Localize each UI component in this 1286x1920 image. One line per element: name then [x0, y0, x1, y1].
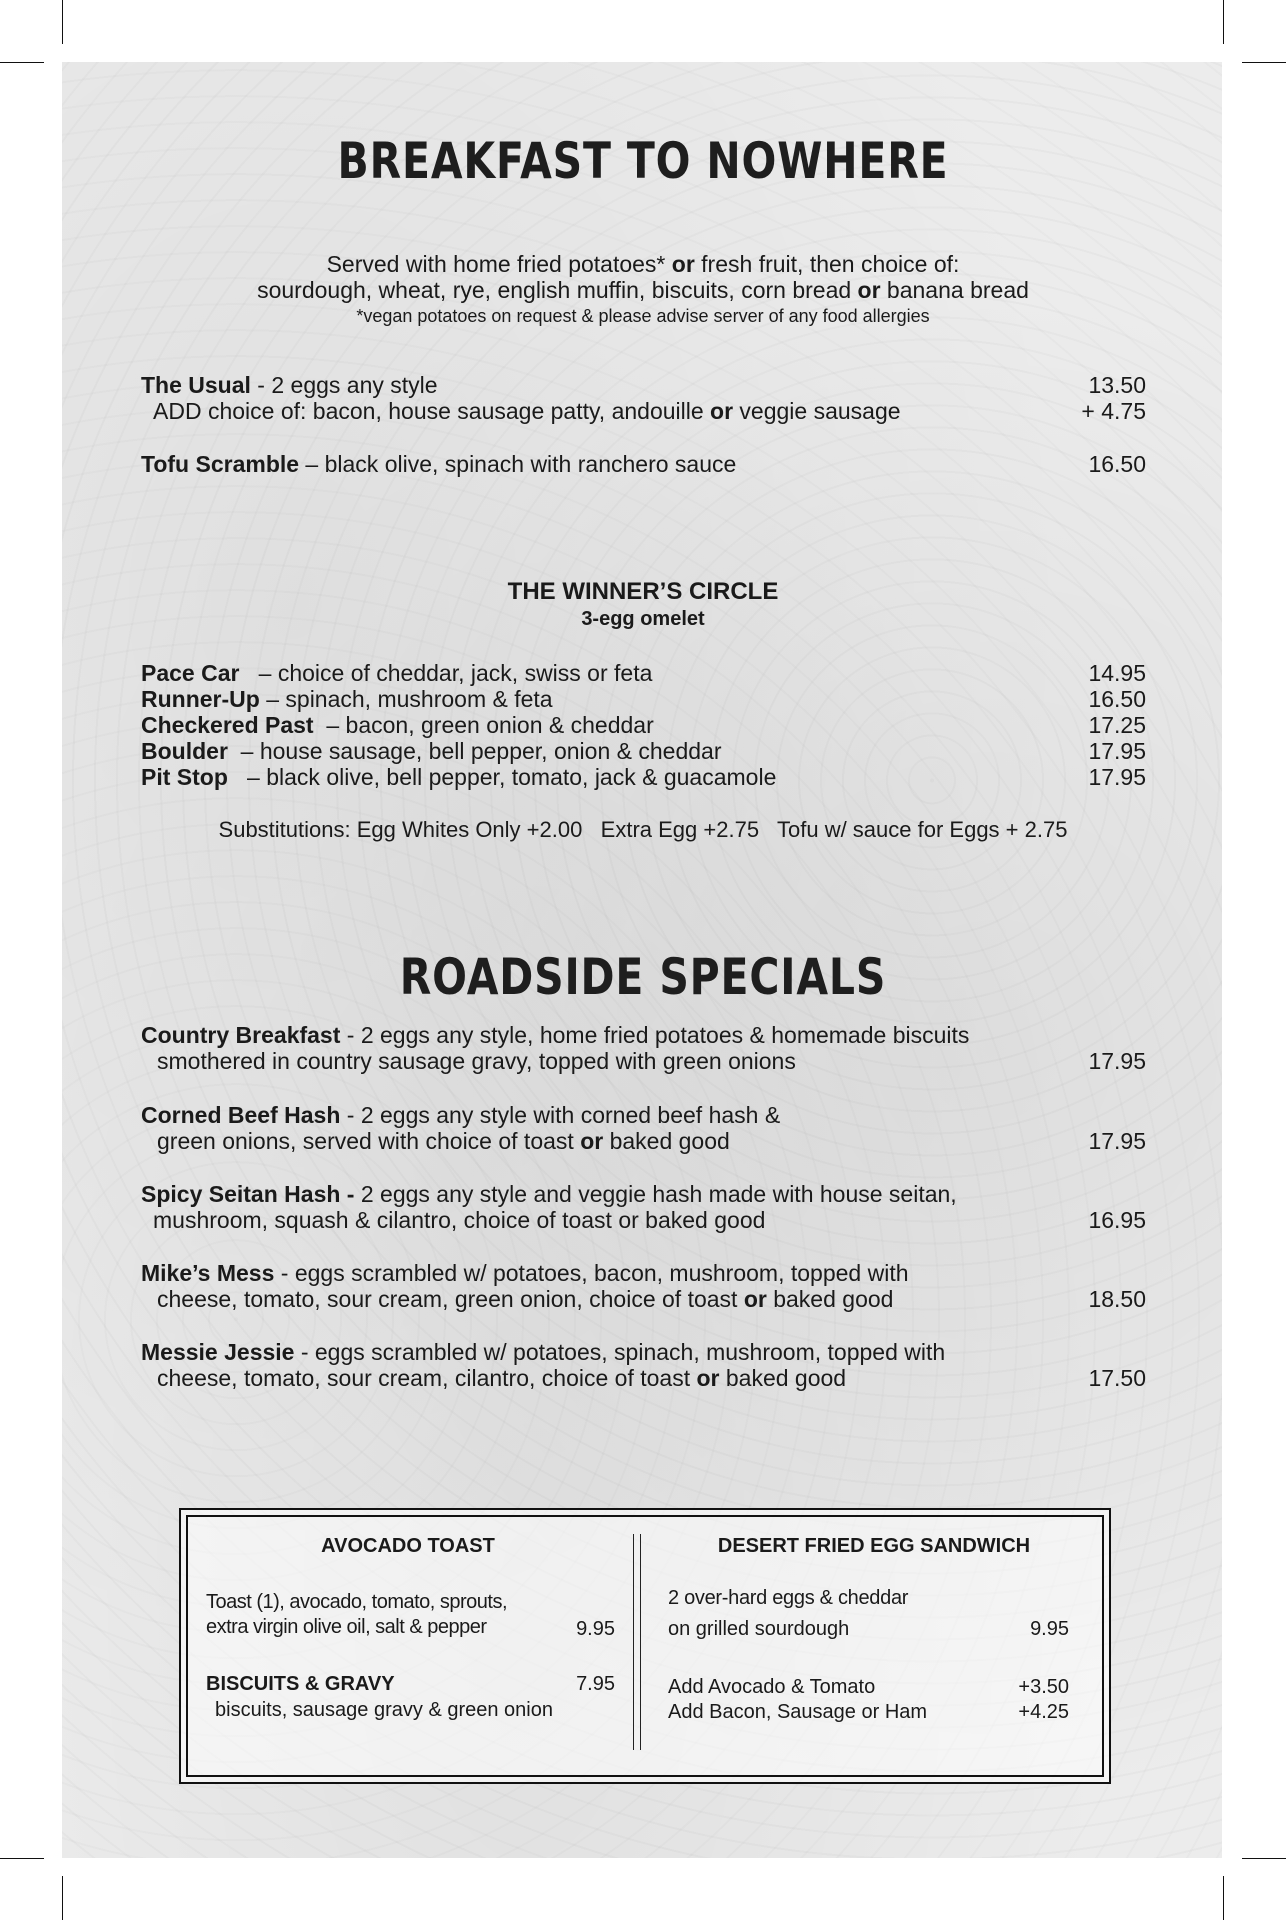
avocado-toast-heading: AVOCADO TOAST — [321, 1535, 495, 1557]
special-item-line1: Messie Jessie - eggs scrambled w/ potatoes, spinach, mushroom, topped with — [141, 1339, 946, 1365]
price: 14.95 — [1088, 660, 1146, 686]
crop-mark — [1242, 1858, 1286, 1859]
price: 16.50 — [1088, 686, 1146, 712]
special-item-line2: cheese, tomato, sour cream, green onion, choice of toast or baked good 18.50 — [157, 1286, 1146, 1312]
omelet-item: Pit Stop – black olive, bell pepper, tomato, jack & guacamole 17.95 — [141, 764, 1146, 790]
special-item-line2: smothered in country sausage gravy, topped with green onions 17.95 — [157, 1048, 1146, 1074]
price: 17.25 — [1088, 712, 1146, 738]
desert-sandwich-price: 9.95 — [1030, 1618, 1069, 1640]
price: 16.50 — [1088, 451, 1146, 477]
menu-item-tofu-scramble: Tofu Scramble – black olive, spinach with ranchero sauce 16.50 — [141, 451, 1146, 477]
omelet-item: Boulder – house sausage, bell pepper, onion & cheddar 17.95 — [141, 738, 1146, 764]
crop-mark — [62, 1876, 63, 1920]
omelet-item: Checkered Past – bacon, green onion & cheddar 17.25 — [141, 712, 1146, 738]
special-item-line1: Mike’s Mess - eggs scrambled w/ potatoes, bacon, mushroom, topped with — [141, 1260, 909, 1286]
avocado-toast-desc-2: extra virgin olive oil, salt & pepper — [206, 1616, 487, 1638]
addon-avocado-tomato-price: +3.50 — [1018, 1676, 1069, 1698]
special-item-line1: Corned Beef Hash - 2 eggs any style with corned beef hash & — [141, 1102, 781, 1128]
winners-circle-heading: THE WINNER’S CIRCLE — [507, 578, 779, 605]
desert-sandwich-desc-1: 2 over-hard eggs & cheddar — [668, 1587, 909, 1609]
special-item-line2: cheese, tomato, sour cream, cilantro, choice of toast or baked good 17.50 — [157, 1365, 1146, 1391]
crop-mark — [1223, 1876, 1224, 1920]
specials-box — [179, 1508, 1111, 1784]
special-item-line2: mushroom, squash & cilantro, choice of toast or baked good 16.95 — [153, 1207, 1146, 1233]
addon-meat-price: +4.25 — [1018, 1701, 1069, 1723]
price: 16.95 — [1088, 1207, 1146, 1233]
price: 18.50 — [1088, 1286, 1146, 1312]
substitutions: Substitutions: Egg Whites Only +2.00 Extra Egg +2.75 Tofu w/ sauce for Eggs + 2.75 — [218, 817, 1068, 842]
price: 17.95 — [1088, 1128, 1146, 1154]
crop-mark — [62, 0, 63, 44]
menu-item-usual-addon: ADD choice of: bacon, house sausage patty, andouille or veggie sausage + 4.75 — [153, 398, 1146, 424]
price: 17.95 — [1088, 764, 1146, 790]
special-item-line1: Country Breakfast - 2 eggs any style, home fried potatoes & homemade biscuits — [141, 1022, 970, 1048]
price: 17.95 — [1088, 1048, 1146, 1074]
menu-item-the-usual: The Usual - 2 eggs any style 13.50 — [141, 372, 1146, 398]
crop-mark — [1223, 0, 1224, 44]
addon-meat: Add Bacon, Sausage or Ham — [668, 1701, 928, 1723]
intro-line-2: sourdough, wheat, rye, english muffin, biscuits, corn bread or banana bread — [257, 277, 1029, 303]
roadside-title: ROADSIDE SPECIALS — [399, 948, 887, 1006]
intro-line-1: Served with home fried potatoes* or fresh fruit, then choice of: — [326, 251, 960, 277]
breakfast-title: BREAKFAST TO NOWHERE — [337, 132, 949, 190]
price: 17.50 — [1088, 1365, 1146, 1391]
avocado-toast-desc-1: Toast (1), avocado, tomato, sprouts, — [206, 1591, 508, 1613]
desert-sandwich-heading: DESERT FRIED EGG SANDWICH — [717, 1535, 1031, 1557]
allergy-note: *vegan potatoes on request & please advise server of any food allergies — [356, 306, 930, 326]
crop-mark — [0, 1858, 44, 1859]
price: 13.50 — [1088, 372, 1146, 398]
biscuits-gravy-desc: biscuits, sausage gravy & green onion — [215, 1699, 553, 1721]
special-item-line1: Spicy Seitan Hash - 2 eggs any style and veggie hash made with house seitan, — [141, 1181, 957, 1207]
biscuits-gravy-price: 7.95 — [576, 1673, 615, 1695]
omelet-item: Runner-Up – spinach, mushroom & feta 16.50 — [141, 686, 1146, 712]
winners-circle-subheading: 3-egg omelet — [581, 608, 705, 630]
crop-mark — [0, 62, 44, 63]
addon-avocado-tomato: Add Avocado & Tomato — [668, 1676, 876, 1698]
avocado-toast-price: 9.95 — [576, 1618, 615, 1640]
biscuits-gravy-heading: BISCUITS & GRAVY — [206, 1673, 395, 1695]
special-item-line2: green onions, served with choice of toast or baked good 17.95 — [157, 1128, 1146, 1154]
omelet-item: Pace Car – choice of cheddar, jack, swiss or feta 14.95 — [141, 660, 1146, 686]
column-divider — [633, 1534, 641, 1750]
desert-sandwich-desc-2: on grilled sourdough — [668, 1618, 850, 1640]
price: 17.95 — [1088, 738, 1146, 764]
price: + 4.75 — [1081, 398, 1146, 424]
crop-mark — [1242, 62, 1286, 63]
